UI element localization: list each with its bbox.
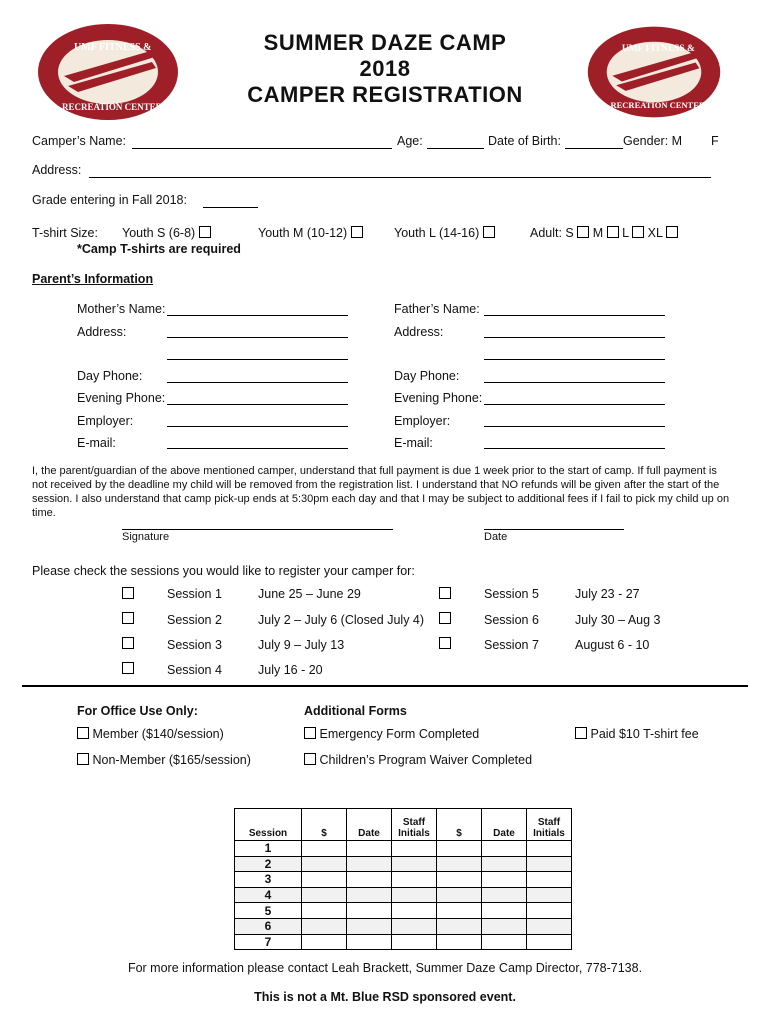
cell[interactable] xyxy=(482,918,527,934)
cell[interactable] xyxy=(482,903,527,919)
tshirt-youth-m xyxy=(258,226,363,240)
father-address-field-2[interactable] xyxy=(484,359,665,360)
cell[interactable] xyxy=(437,841,482,857)
col-date-2: Date xyxy=(482,809,527,841)
col-amount-1: $ xyxy=(302,809,347,841)
father-employer-field[interactable] xyxy=(484,426,665,427)
cell[interactable] xyxy=(482,872,527,888)
cell[interactable] xyxy=(347,903,392,919)
table-row xyxy=(235,841,572,857)
logo-text-bottom: RECREATION CENTER xyxy=(62,102,163,112)
table-row xyxy=(235,856,572,872)
session-number: 2 xyxy=(235,856,302,872)
mother-evening-phone-label: Evening Phone: xyxy=(77,391,166,405)
cell[interactable] xyxy=(437,872,482,888)
office-heading: For Office Use Only: xyxy=(77,704,198,718)
checkbox[interactable] xyxy=(304,753,316,765)
dob-field[interactable] xyxy=(565,148,623,149)
cell[interactable] xyxy=(392,856,437,872)
checkbox[interactable] xyxy=(666,226,678,238)
non-member-option xyxy=(77,753,251,767)
cell[interactable] xyxy=(392,841,437,857)
father-employer-label: Employer: xyxy=(394,414,451,428)
emergency-label: Emergency Form Completed xyxy=(319,727,480,741)
tshirt-youth-l xyxy=(394,226,495,240)
cell[interactable] xyxy=(347,918,392,934)
cell[interactable] xyxy=(527,841,572,857)
mother-address-field-1[interactable] xyxy=(167,337,348,338)
cell[interactable] xyxy=(347,856,392,872)
session-number: 5 xyxy=(235,903,302,919)
grade-field[interactable] xyxy=(203,207,258,208)
title-line-2: 2018 xyxy=(359,56,411,81)
tshirt-fee-option xyxy=(575,727,699,741)
session-3-name: Session 3 xyxy=(167,638,222,652)
cell[interactable] xyxy=(437,934,482,950)
grade-label: Grade entering in Fall 2018: xyxy=(32,193,187,207)
checkbox[interactable] xyxy=(304,727,316,739)
signature-field[interactable] xyxy=(122,529,393,530)
gender-label: Gender: M xyxy=(623,134,683,148)
tshirt-label: T-shirt Size: xyxy=(32,226,98,240)
title-line-1: SUMMER DAZE CAMP xyxy=(263,30,507,55)
tshirt-adult xyxy=(530,226,678,240)
logo-text-top: UMF FITNESS & xyxy=(74,42,152,53)
cell[interactable] xyxy=(437,856,482,872)
session-6-checkbox[interactable] xyxy=(439,612,451,624)
mother-email-label: E-mail: xyxy=(77,436,116,450)
campers-name-label: Camper’s Name: xyxy=(32,134,127,148)
session-2-checkbox[interactable] xyxy=(122,612,134,624)
father-address-field-1[interactable] xyxy=(484,337,665,338)
father-address-label: Address: xyxy=(394,325,444,339)
tshirt-adult-xl-label: XL xyxy=(647,226,663,240)
session-6-name: Session 6 xyxy=(484,613,539,627)
tshirt-adult-m-label: M xyxy=(592,226,604,240)
checkbox[interactable] xyxy=(351,226,363,238)
age-field[interactable] xyxy=(427,148,484,149)
checkbox[interactable] xyxy=(632,226,644,238)
session-7-name: Session 7 xyxy=(484,638,539,652)
session-1-dates: June 25 – June 29 xyxy=(258,587,361,601)
cell[interactable] xyxy=(347,887,392,903)
tshirt-youth-s-label: Youth S (6-8) xyxy=(122,226,196,240)
agreement-text: I, the parent/guardian of the above mentioned camper, understand that full payment is due 1 week prior to the start of camp. If full payment is not received by the deadline my child will be removed from the registration list. I understand that NO refunds will be given after the start of the session. I also understand that camp pick-up ends at 5:30pm each day and that I may be subject to additional fees if I fail to pick my child up on time. xyxy=(32,465,730,519)
cell[interactable] xyxy=(392,934,437,950)
session-7-checkbox[interactable] xyxy=(439,637,451,649)
checkbox[interactable] xyxy=(607,226,619,238)
table-row xyxy=(235,918,572,934)
col-session: Session xyxy=(235,809,302,841)
tshirt-note: *Camp T-shirts are required xyxy=(77,242,241,256)
father-day-phone-field[interactable] xyxy=(484,382,665,383)
session-2-name: Session 2 xyxy=(167,613,222,627)
cell[interactable] xyxy=(527,872,572,888)
cell[interactable] xyxy=(347,872,392,888)
father-evening-phone-field[interactable] xyxy=(484,404,665,405)
date-label: Date xyxy=(484,531,508,543)
cell[interactable] xyxy=(347,841,392,857)
session-4-dates: July 16 - 20 xyxy=(258,663,323,677)
emergency-option xyxy=(304,727,479,741)
cell[interactable] xyxy=(302,856,347,872)
session-6-dates: July 30 – Aug 3 xyxy=(575,613,661,627)
checkbox[interactable] xyxy=(575,727,587,739)
session-4-checkbox[interactable] xyxy=(122,662,134,674)
father-email-field[interactable] xyxy=(484,448,665,449)
mother-name-field[interactable] xyxy=(167,315,348,316)
mother-name-label: Mother’s Name: xyxy=(77,302,166,316)
checkbox[interactable] xyxy=(199,226,211,238)
col-staff-initials-2: Staff Initials xyxy=(527,809,572,841)
cell[interactable] xyxy=(527,887,572,903)
session-2-dates: July 2 – July 6 (Closed July 4) xyxy=(258,613,425,627)
forms-heading: Additional Forms xyxy=(304,704,407,718)
cell[interactable] xyxy=(392,872,437,888)
checkbox[interactable] xyxy=(77,727,89,739)
father-name-label: Father’s Name: xyxy=(394,302,480,316)
cell[interactable] xyxy=(302,841,347,857)
contact-info: For more information please contact Leah Brackett, Summer Daze Camp Director, 778-7138. xyxy=(127,961,643,975)
logo-text-top: UMF FITNESS & xyxy=(621,44,695,55)
date-field[interactable] xyxy=(484,529,624,530)
table-row xyxy=(235,872,572,888)
tshirt-adult-l-label: L xyxy=(622,226,629,240)
father-evening-phone-label: Evening Phone: xyxy=(394,391,483,405)
cell[interactable] xyxy=(437,918,482,934)
cell[interactable] xyxy=(392,887,437,903)
section-divider xyxy=(22,685,748,687)
member-option xyxy=(77,727,224,741)
cell[interactable] xyxy=(302,872,347,888)
table-row xyxy=(235,903,572,919)
title-line-3: CAMPER REGISTRATION xyxy=(247,82,523,107)
member-label: Member ($140/session) xyxy=(92,727,224,741)
cell[interactable] xyxy=(302,918,347,934)
father-name-field[interactable] xyxy=(484,315,665,316)
tshirt-youth-l-label: Youth L (14-16) xyxy=(394,226,480,240)
gender-f-label: F xyxy=(711,134,719,148)
father-email-label: E-mail: xyxy=(394,436,433,450)
table-header-row xyxy=(235,809,572,841)
cell[interactable] xyxy=(302,903,347,919)
session-number: 4 xyxy=(235,887,302,903)
cell[interactable] xyxy=(302,934,347,950)
cell[interactable] xyxy=(392,903,437,919)
col-amount-2: $ xyxy=(437,809,482,841)
mother-employer-field[interactable] xyxy=(167,426,348,427)
checkbox[interactable] xyxy=(483,226,495,238)
mother-evening-phone-field[interactable] xyxy=(167,404,348,405)
session-3-checkbox[interactable] xyxy=(122,637,134,649)
cell[interactable] xyxy=(437,887,482,903)
mother-email-field[interactable] xyxy=(167,448,348,449)
signature-label: Signature xyxy=(122,531,170,543)
cell[interactable] xyxy=(527,934,572,950)
tshirt-youth-s xyxy=(122,226,211,240)
cell[interactable] xyxy=(482,887,527,903)
mother-day-phone-label: Day Phone: xyxy=(77,369,143,383)
session-1-checkbox[interactable] xyxy=(122,587,134,599)
dob-label: Date of Birth: xyxy=(488,134,561,148)
cell[interactable] xyxy=(482,841,527,857)
col-date-1: Date xyxy=(347,809,392,841)
checkbox[interactable] xyxy=(577,226,589,238)
cell[interactable] xyxy=(527,856,572,872)
table-row xyxy=(235,934,572,950)
tshirt-fee-label: Paid $10 T-shirt fee xyxy=(590,727,699,741)
cell[interactable] xyxy=(392,918,437,934)
umf-logo-left xyxy=(34,20,182,124)
cell[interactable] xyxy=(527,918,572,934)
session-5-dates: July 23 - 27 xyxy=(575,587,640,601)
cell[interactable] xyxy=(347,934,392,950)
tshirt-youth-m-label: Youth M (10-12) xyxy=(258,226,348,240)
table-row xyxy=(235,887,572,903)
logo-text-bottom: RECREATION CENTER xyxy=(610,99,706,110)
sessions-prompt: Please check the sessions you would like to register your camper for: xyxy=(32,564,415,578)
waiver-label: Children’s Program Waiver Completed xyxy=(319,753,533,767)
mother-address-field-2[interactable] xyxy=(167,359,348,360)
session-payment-table xyxy=(234,808,572,950)
cell[interactable] xyxy=(527,903,572,919)
session-number: 3 xyxy=(235,872,302,888)
session-number: 7 xyxy=(235,934,302,950)
tshirt-adult-s-label: Adult: S xyxy=(530,226,574,240)
father-day-phone-label: Day Phone: xyxy=(394,369,460,383)
address-field[interactable] xyxy=(89,177,711,178)
session-number: 1 xyxy=(235,841,302,857)
session-3-dates: July 9 – July 13 xyxy=(258,638,345,652)
mother-address-label: Address: xyxy=(77,325,127,339)
mother-employer-label: Employer: xyxy=(77,414,134,428)
mother-day-phone-field[interactable] xyxy=(167,382,348,383)
session-4-name: Session 4 xyxy=(167,663,222,677)
checkbox[interactable] xyxy=(77,753,89,765)
cell[interactable] xyxy=(302,887,347,903)
session-7-dates: August 6 - 10 xyxy=(575,638,650,652)
age-label: Age: xyxy=(397,134,423,148)
parents-heading: Parent’s Information xyxy=(32,272,154,286)
campers-name-field[interactable] xyxy=(132,148,392,149)
cell[interactable] xyxy=(482,934,527,950)
session-1-name: Session 1 xyxy=(167,587,222,601)
session-5-checkbox[interactable] xyxy=(439,587,451,599)
non-member-label: Non-Member ($165/session) xyxy=(92,753,251,767)
cell[interactable] xyxy=(437,903,482,919)
cell[interactable] xyxy=(482,856,527,872)
waiver-option xyxy=(304,753,532,767)
session-5-name: Session 5 xyxy=(484,587,539,601)
disclaimer: This is not a Mt. Blue RSD sponsored event. xyxy=(254,990,516,1004)
umf-logo-right xyxy=(584,22,724,122)
session-number: 6 xyxy=(235,918,302,934)
col-staff-initials-1: Staff Initials xyxy=(392,809,437,841)
address-label: Address: xyxy=(32,163,82,177)
